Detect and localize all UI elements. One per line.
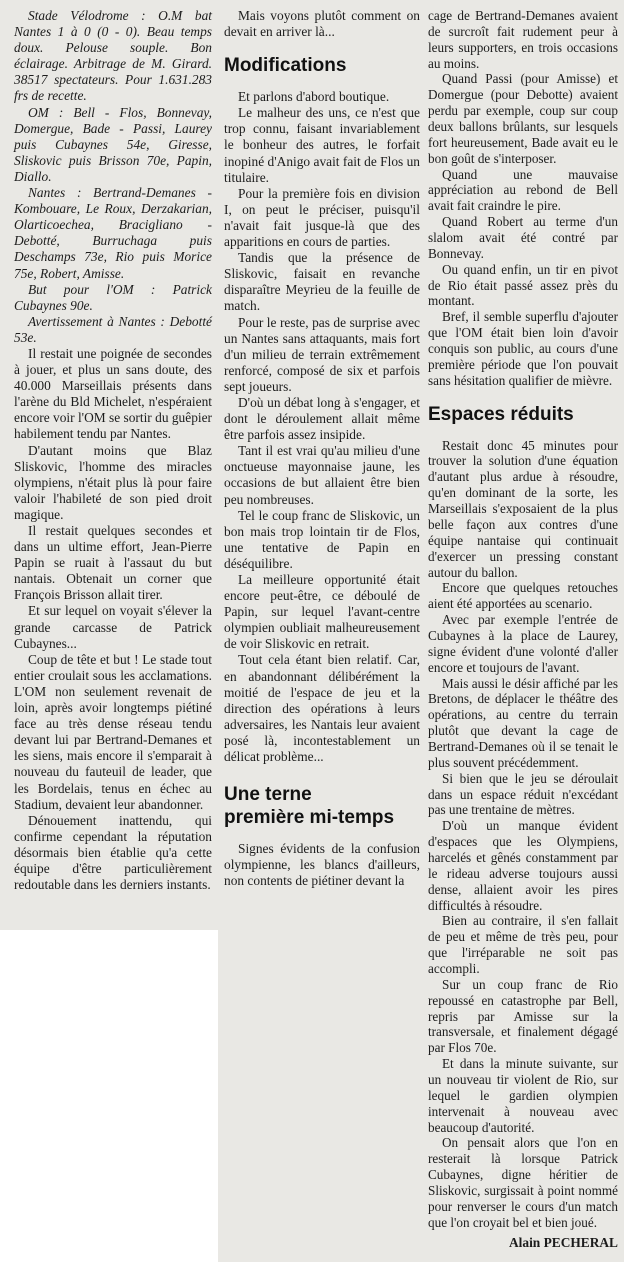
paragraph: Signes évidents de la confusion olympienne, les blancs d'ailleurs, non contents de piétiner devant la xyxy=(224,841,420,889)
paragraph: Et dans la minute suivante, sur un nouveau tir violent de Rio, sur lequel le gardien olympien intervenait à nouveau avec beaucoup d'autorité. xyxy=(428,1056,618,1135)
paragraph: Sur un coup franc de Rio repoussé en catastrophe par Bell, repris par Amisse sur la transversale, et finalement dégagé par Flos 70e. xyxy=(428,976,618,1056)
match-info-box xyxy=(14,8,212,346)
subheading-terne-line-1: Une terne xyxy=(224,784,312,806)
subheading-espaces: Espaces réduits xyxy=(428,403,574,425)
paragraph: D'où un manque évident d'espaces que les Olympiens, harcelés et gênés constamment par le rideau adverse toujours aussi dense, allaient avoir les pires difficultés à résoudre. xyxy=(428,818,618,913)
author-byline: Alain PECHERAL xyxy=(508,1234,618,1250)
paragraph: Il restait quelques secondes et dans un ultime effort, Jean-Pierre Papin se ruait à l'assaut du but nantais. Obtenait un corner que François Brisson allait tirer. xyxy=(14,523,212,603)
paragraph: Encore que quelques retouches aient été apportées au scenario. xyxy=(428,580,618,612)
subheading-modifications: Modifications xyxy=(224,55,347,77)
paragraph: Tout cela étant bien relatif. Car, en abandonnant délibérément la moitié de l'espace de jeu et la direction des opérations à leurs adversaires, les Nantais leur avaient posé là, incontestablement un délicat problème... xyxy=(224,652,420,765)
paragraph: Tant il est vrai qu'au milieu d'une onctueuse mayonnaise jaune, les occasions de but allaient être bien peu nombreuses. xyxy=(224,443,420,507)
match-nantes-lineup: Nantes : Bertrand-Demanes - Kombouare, Le Roux, Derzakarian, Olarticoechea, Bracigliano - Debotté, Burruchaga puis Deschamps 73e, Rio puis Morice 75e, Robert, Amisse. xyxy=(14,185,212,281)
match-goal-line: But pour l'OM : Patrick Cubaynes 90e. xyxy=(14,281,212,313)
paragraph: Quand Passi (pour Amisse) et Domergue (pour Debotte) avaient perdu par exemple, coup sur coup deux ballons brûlants, sur lesquels fort heureusement, Bade avait eu le bon goût de s'interposer. xyxy=(428,71,618,166)
paragraph: D'où un débat long à s'engager, et dont le déroulement allait même être parfois assez insipide. xyxy=(224,394,420,443)
match-om-lineup: OM : Bell - Flos, Bonnevay, Domergue, Bade - Passi, Laurey puis Cubaynes 54e, Giresse, Sliskovic puis Brisson 70e, Papin, Diallo. xyxy=(14,104,212,184)
paragraph: Tandis que la présence de Sliskovic, faisait en revanche disparaître Meyrieu de la feuille de match. xyxy=(224,250,420,314)
paragraph: Bref, il semble superflu d'ajouter que l'OM était bien loin d'avoir conquis son public, au cours d'une première période que l'on pouvait sans hésitation qualifier de mièvre. xyxy=(428,309,618,388)
paragraph: Si bien que le jeu se déroulait dans un espace réduit n'excédant pas une trentaine de mètres. xyxy=(428,770,618,818)
paragraph: On pensait alors que l'on en resterait là lorsque Patrick Cubaynes, digne héritier de Sliskovic, surgissait à point nommé pour renverser le cours d'un match que l'on croyait bel et bien joué. xyxy=(428,1135,618,1230)
paragraph: Mais voyons plutôt comment on devait en arriver là... xyxy=(224,8,420,40)
paragraph: Et sur lequel on voyait s'élever la grande carcasse de Patrick Cubaynes... xyxy=(14,603,212,651)
subheading-terne-line-2: première mi-temps xyxy=(224,807,395,829)
paragraph: Le malheur des uns, ce n'est que trop connu, faisant invariablement le bonheur des autres, le forfait inopiné d'Anigo avait fait de Flos un titulaire. xyxy=(224,105,420,185)
paragraph: cage de Bertrand-Demanes avaient de surcroît fait rudement peur à leurs supporters, en trois occasions au moins. xyxy=(428,8,618,71)
column-1 xyxy=(14,8,212,893)
column-3 xyxy=(428,8,618,1250)
paragraph: Pour le reste, pas de surprise avec un Nantes sans attaquants, mais fort d'un milieu de terrain extrêmement renforcé, composé de six et parfois sept joueurs. xyxy=(224,314,420,394)
column-2 xyxy=(224,8,420,889)
paragraph: Tel le coup franc de Sliskovic, un bon mais trop lointain tir de Flos, une tentative de Papin en déséquilibre. xyxy=(224,507,420,571)
subheading-terne xyxy=(224,783,420,829)
paragraph: Coup de tête et but ! Le stade tout entier croulait sous les acclamations. L'OM non seulement revenait de loin, après avoir longtemps piétiné face au très dense réseau tendu devant lui par Bertrand-Demanes et les siens, mais encore il s'emparait à nouveau du fauteuil de leader, que les Bordelais, tenus en échec au Stadium, devaient leur abandonner. xyxy=(14,651,212,812)
paragraph: Bien au contraire, il s'en fallait de peu et même de très peu, pour que l'irréparable ne soit pas accompli. xyxy=(428,913,618,976)
paragraph: Mais aussi le désir affiché par les Bretons, de déplacer le théâtre des opérations, au centre du terrain plutôt que devant la cage de Bertrand-Demanes où il se tenait le plus souvent précédemment. xyxy=(428,675,618,770)
match-score-line: Stade Vélodrome : O.M bat Nantes 1 à 0 (0 - 0). Beau temps doux. Pelouse souple. Bon éclairage. Arbitrage de M. Girard. 38517 spectateurs. Pour 1.631.283 frs de recette. xyxy=(14,8,212,104)
paragraph: Avec par exemple l'entrée de Cubaynes à la place de Laurey, signe évident d'une volonté d'aller encore et toujours de l'avant. xyxy=(428,612,618,675)
paragraph: Il restait une poignée de secondes à jouer, et plus un sans doute, des 40.000 Marseillais présents dans l'arène du Bld Michelet, n'espéraient encore voir l'OM se sortir du guêpier habilement tendu par Nantes. xyxy=(14,345,213,442)
paragraph: Ou quand enfin, un tir en pivot de Rio était passé assez près du montant. xyxy=(428,261,618,309)
paragraph: Restait donc 45 minutes pour trouver la solution d'une équation d'autant plus ardue à résoudre, qu'en dominant de la sorte, les Marseillais s'exposaient de la plus belle façon aux contres d'une équipe nantaise qui continuait d'exercer un pressing constant autour du ballon. xyxy=(428,437,618,580)
paragraph: D'autant moins que Blaz Sliskovic, l'homme des miracles olympiens, n'était plus là pour faire valoir l'habileté de son pied droit magique. xyxy=(14,442,212,522)
blank-area xyxy=(0,930,218,1262)
paragraph: Dénouement inattendu, qui confirme cependant la réputation désormais bien établie qu'a cette équipe d'être particulièrement redoutable dans les derniers instants. xyxy=(14,812,212,893)
paragraph: Quand une mauvaise appréciation au rebond de Bell avait fait craindre le pire. xyxy=(428,166,618,214)
paragraph: La meilleure opportunité était encore peut-être, ce déboulé de Papin, sur lequel l'avant-centre olympien oubliait malheureusement de voir Sliskovic en retrait. xyxy=(224,572,420,652)
match-warning-line: Avertissement à Nantes : Debotté 53e. xyxy=(14,313,212,345)
paragraph: Et parlons d'abord boutique. xyxy=(238,89,390,105)
paragraph: Pour la première fois en division I, on peut le préciser, puisqu'il n'avait fait jusque-là que des apparitions en cours de parties. xyxy=(224,185,420,250)
paragraph: Quand Robert au terme d'un slalom avait été contré par Bonnevay. xyxy=(428,214,618,261)
